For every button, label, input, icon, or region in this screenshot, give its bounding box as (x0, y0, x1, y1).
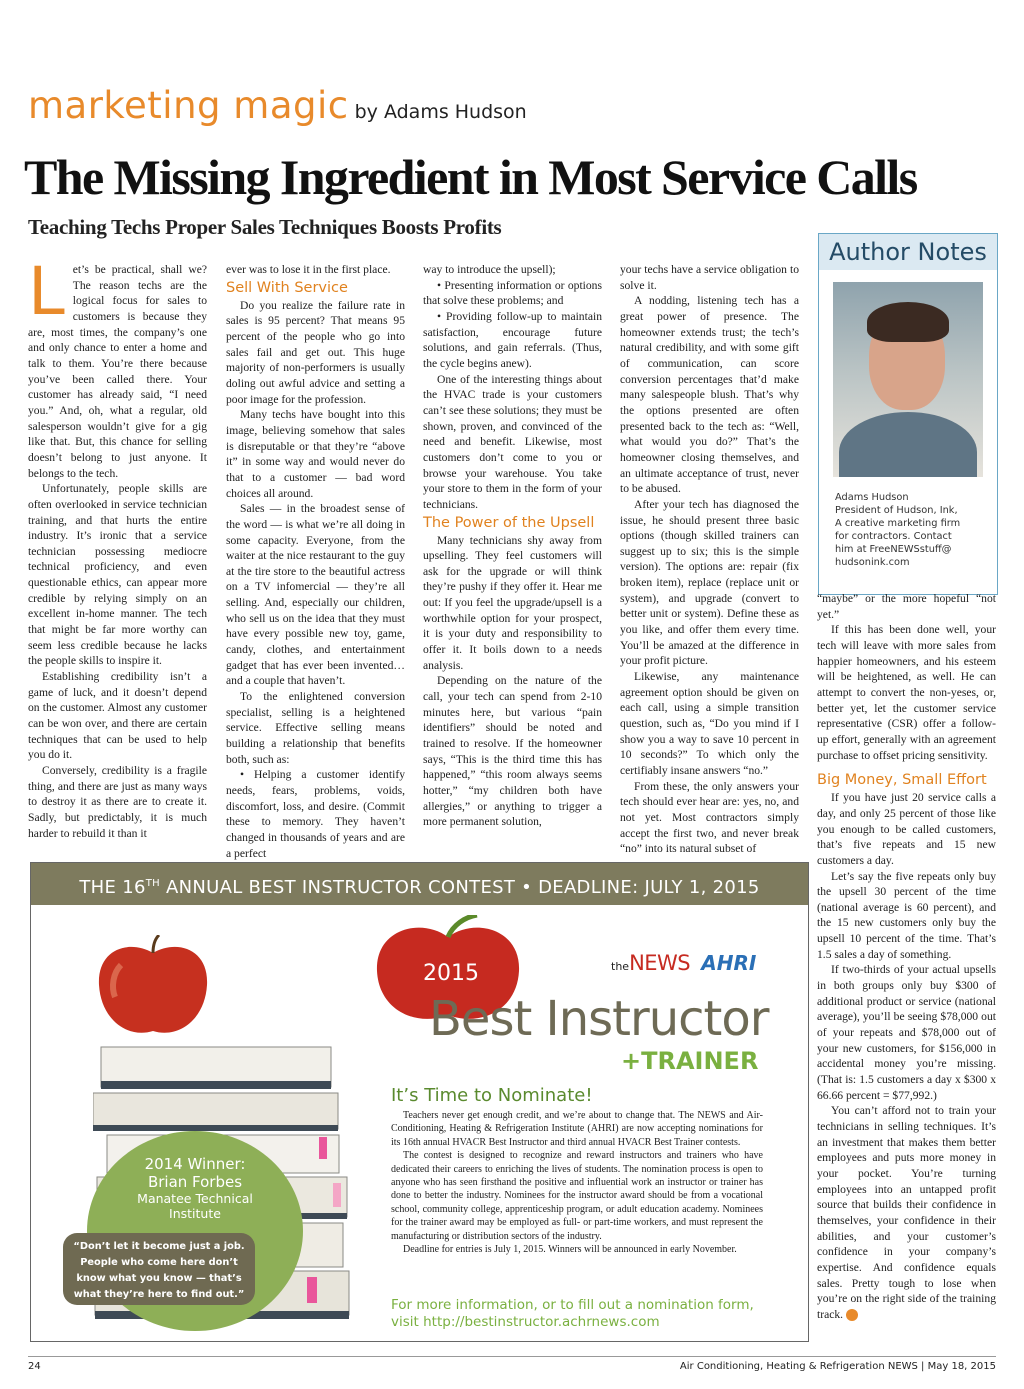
bullet-item: • Helping a customer identify needs, fears, problems, voids, discomfort, loss, and desire. (Commit these to memory. They haven’t changed in thousands of years and are a perfect (226, 768, 405, 860)
end-mark-icon: N (846, 1309, 858, 1321)
paragraph: Likewise, any maintenance agreement option should be given on each call, using a simple transition question, such as, “Do you mind if I show you a way to save 10 percent in 10 seconds?” To which only the certifiably insane answers “no.” (620, 670, 799, 777)
winner-label: 2014 Winner: (144, 1155, 246, 1173)
caption-line: for contractors. Contact (835, 531, 952, 542)
author-caption (835, 491, 997, 569)
paragraph: Sales — in the broadest sense of the word — is what we’re all doing in some capacity. Everyone, from the waiter at the nice restaurant to the guy at the tire store to the beautiful actress on a TV infomercial — they’re all selling. And, especially our children, who sell us on the idea that they must have every possible new toy, game, candy, clothes, and entertainment gadget that has ever been invented… and a couple that haven’t. (226, 502, 405, 688)
banner-text: THE 16 (79, 877, 146, 898)
article-column-4 (620, 262, 799, 857)
paragraph: If this has been done well, your tech will leave with more sales from happier homeowners, and his esteem will be heightened, as well. He can attempt to convert the non-yeses, or, better yet, let the customer service representative (CSR) offer a follow-up effort, generally with an agreement purchase to offset pricing sensitivity. (817, 623, 996, 762)
paragraph: Unfortunately, people skills are often overlooked in service technician training, and that hurts the entire industry. It’s ironic that a service technician possessing mediocre technical proficiency, and even questionable ethics, can appear more credible by relying simply on an excellent in-home manner. The tech that might be far more worthy can seem less credible because he lacks the people skills to inspire it. (28, 482, 207, 668)
winner-school: Manatee Technical (137, 1191, 253, 1206)
caption-line: Adams Hudson (835, 492, 909, 503)
article-column-2 (226, 262, 405, 861)
winner-name: Brian Forbes (147, 1173, 243, 1191)
ahri-logo: AHRI (701, 951, 757, 975)
caption-line: him at FreeNEWSstuff@ (835, 544, 952, 555)
subhead-sell-with-service: Sell With Service (226, 279, 348, 296)
paragraph: To the enlightened conversion specialist, selling is a heightened service. Effective selling means building a relationship that benefits both, such as: (226, 690, 405, 766)
partner-logos (611, 951, 756, 975)
news-logo: NEWS (629, 951, 691, 975)
footer-rule (28, 1356, 996, 1357)
subhead-power-of-upsell: The Power of the Upsell (423, 514, 595, 531)
paragraph: Conversely, credibility is a fragile thing, and there are just as many ways to destroy it as there are to create it. Sadly, but predictably, it is much harder to rebuild it than it (28, 764, 207, 840)
section-name: marketing magic (28, 84, 349, 127)
contest-logo (373, 915, 778, 1081)
author-notes-box (818, 233, 998, 595)
author-notes-title: Author Notes (819, 234, 997, 270)
paragraph: One of the interesting things about the HVAC trade is your customers can’t see these solutions; they must be shown, proven, and convinced of the need and benefit. Likewise, most customers don’t come to you or browse your warehouse. You take your store to them in the form of your technicians. (423, 372, 602, 511)
paragraph (817, 1103, 996, 1322)
author-photo-shirt (839, 412, 977, 477)
winner-school: Institute (169, 1206, 221, 1221)
paragraph: From these, the only answers your tech should ever hear are: yes, no, and not yet. Most contractors simply accept the first two, and never break “no” into its natural subset of (620, 779, 799, 856)
contest-advertisement (30, 862, 809, 1342)
paragraph: A nodding, listening tech has a great power of presence. The homeowner extends trust; the tech’s natural credibility, and with some gift of communication, can score conversion percentages that’d make many salespeople blush. That’s why the options presented are often presented back to the tech as: “Well, what would you do?” That’s the homeowner closing themselves, and an ultimate acceptance of trust, never to be abused. (620, 294, 799, 496)
paragraph: et’s be practical, shall we? The reason techs are the logical focus for sales to customers is because they are, most times, the company’s one and only chance to enter a home and talk to them. You’re there because you’ve been called there. Your customer has already said, “I need you.” And, oh, what a regular, old salesperson wouldn’t give for a gig like that. But, this chance for selling doesn’t belong to just anyone. It belongs to the tech. (28, 263, 207, 480)
apple-illustration (93, 935, 213, 1039)
ad-paragraph: The contest is designed to recognize and reward instructors and trainers who have dedicated their careers to enriching the lives of students. The nomination process is open to anyone who has seen firsthand the positive and influential work an instructor or trainer has done to better the industry. Nominees for the instructor award should be from a vocational school, community college, apprenticeship program, or adult education academy. Nominees for the trainer award may be employed as full- or part-time workers, and must represent the manufacturing or distribution sectors of the industry. (391, 1150, 763, 1242)
caption-line: A creative marketing firm (835, 518, 961, 529)
page-number: 24 (28, 1361, 41, 1372)
paragraph-text: You can’t afford not to train your technicians in selling techniques. It’s an investment that makes them better employees and puts more money in your pocket. You’re turning employees into an untapped profit source that builds their confidence in themselves, your confidence in their abilities, and your customer’s confidence in your company’s expertise. And confidence equals sales. Pretty tough to lose when you’re on the right side of the training track. (817, 1104, 996, 1321)
caption-line: hudsonink.com (835, 557, 910, 568)
ad-call-to-action[interactable]: For more information, or to fill out a nomination form, visit http://bestinstructor.achrnews.com (391, 1297, 754, 1330)
paragraph: Many techs have bought into this image, believing somehow that sales is disreputable or that they’re “above it” in some way and would never do that to a customer — bad word choices all around. (226, 408, 405, 500)
caption-line: President of Hudson, Ink, (835, 505, 958, 516)
author-photo-hair (867, 302, 949, 342)
logo-title: Best Instructor (429, 991, 769, 1047)
paragraph: Establishing credibility isn’t a game of luck, and it doesn’t depend on the customer. Almost any customer can be won over, and there are certain techniques that can be used to help you do it. (28, 670, 207, 762)
paragraph: your techs have a service obligation to solve it. (620, 263, 799, 292)
ad-paragraph: Deadline for entries is July 1, 2015. Winners will be announced in early November. (403, 1244, 737, 1256)
publication-footer: Air Conditioning, Heating & Refrigeration NEWS | May 18, 2015 (679, 1361, 996, 1372)
paragraph: “maybe” or the more hopeful “not yet.” (817, 592, 996, 621)
article-column-5 (817, 591, 996, 1323)
ad-paragraph: Teachers never get enough credit, and we’re about to change that. The NEWS and Air-Conditioning, Heating & Refrigeration Institute (AHRI) are now accepting nominations for its 16th annual HVACR Best Instructor and third annual HVACR Best Trainer contests. (391, 1110, 763, 1148)
ad-heading: It’s Time to Nominate! (391, 1085, 593, 1106)
article-column-3 (423, 262, 602, 830)
paragraph: way to introduce the upsell); (423, 263, 556, 276)
banner-text: ANNUAL BEST INSTRUCTOR CONTEST • DEADLINE: JULY 1, 2015 (159, 877, 760, 898)
bullet-item: • Providing follow-up to maintain satisfaction, encourage future solutions, and gain referrals. (Thus, the cycle begins anew). (423, 309, 602, 370)
paragraph: Do you realize the failure rate in sales is 95 percent? That means 95 percent of the people who go into sales fail and get out. This huge majority of non-performers is usually doling out awful advice and setting a poor image for the profession. (226, 298, 405, 406)
paragraph: If two-thirds of your actual upsells in both groups only buy $300 of additional product or service (national average), you’ll be seeing $78,000 out of your repeats and $78,000 out of your new customers, for $156,000 in accidental money you’re missing. (That is: 1.5 customers a day x $300 x 66.66 percent = $77,992.) (817, 963, 996, 1102)
headline: The Missing Ingredient in Most Service Calls (24, 149, 917, 205)
drop-cap: L (28, 253, 65, 330)
logo-year: 2015 (423, 961, 479, 986)
bullet-item: • Presenting information or options that solve these problems; and (423, 278, 602, 308)
author-photo (833, 282, 983, 477)
article-column-1 (28, 253, 207, 841)
news-logo-prefix: the (611, 960, 630, 973)
ad-banner (31, 863, 808, 905)
paragraph: Let’s say the five repeats only buy the upsell 30 percent of the time (national average is 60 percent), and the 15 new customers only buy the upsell 10 percent of the time. That’s 1.5 sales a day of something. (817, 869, 996, 961)
paragraph: If you have just 20 service calls a day, and only 25 percent of those like you enough to be called customers, that’s five repeats and 15 new customers a day. (817, 791, 996, 867)
ad-body (391, 1109, 763, 1256)
paragraph: Many technicians shy away from upselling. They feel customers will ask for the upgrade or will think they’re pushy if they offer it. Hear me out: If you feel the upgrade/upsell is a worthwhile option for your prospect, it is your duty and responsibility to offer it. It boils down to a needs analysis. (423, 533, 602, 672)
paragraph: ever was to lose it in the first place. (226, 263, 391, 276)
winner-quote: “Don’t let it become just a job. People who come here don’t know what you know — that’s what they’re here to find out.” (63, 1233, 255, 1305)
section-kicker (28, 84, 527, 127)
subhead-big-money: Big Money, Small Effort (817, 772, 987, 789)
banner-superscript: TH (145, 878, 160, 889)
paragraph: After your tech has diagnosed the issue, he should present three basic options (though skilled trainers can suggest up to six; this is the simple version). The options are: repair (fix broken item), replace (replace unit or system), and upgrade (convert to better unit or system). Define these as you like, and offer them every time. You’ll be amazed at the difference in your profit picture. (620, 497, 799, 668)
logo-trainer: +TRAINER (621, 1047, 759, 1075)
paragraph: Depending on the nature of the call, your tech can spend from 2-10 minutes here, but various “pain identifiers” should be noted and trained to resolve. If the homeowner says, “This is the third time this has happened,” “this room always seems hotter,” “my children both have allergies,” or anything to trigger a more permanent solution, (423, 674, 602, 829)
byline: by Adams Hudson (354, 101, 527, 123)
deck: Teaching Techs Proper Sales Techniques Boosts Profits (28, 215, 502, 239)
